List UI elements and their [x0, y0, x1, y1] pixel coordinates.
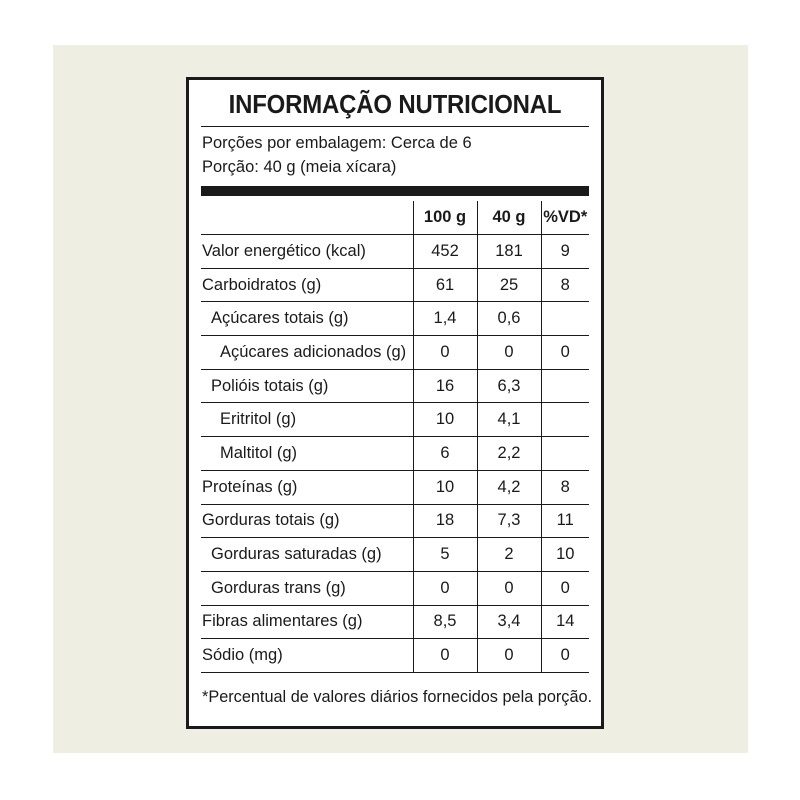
value-per-portion: 0 — [477, 639, 541, 673]
nutrient-name: Eritritol (g) — [201, 403, 413, 437]
value-per-portion: 4,2 — [477, 470, 541, 504]
header-per-portion: 40 g — [477, 201, 541, 235]
value-per-100g: 16 — [413, 369, 477, 403]
table-row — [201, 571, 589, 605]
nutrient-name: Polióis totais (g) — [201, 369, 413, 403]
table-row — [201, 235, 589, 269]
value-per-portion: 6,3 — [477, 369, 541, 403]
value-daily-percent: 14 — [541, 605, 589, 639]
value-per-100g: 5 — [413, 538, 477, 572]
value-per-portion: 0 — [477, 571, 541, 605]
nutrient-name: Fibras alimentares (g) — [201, 605, 413, 639]
nutrient-name: Valor energético (kcal) — [201, 235, 413, 269]
value-per-100g: 1,4 — [413, 302, 477, 336]
value-daily-percent — [541, 302, 589, 336]
table-row — [201, 437, 589, 471]
value-per-portion: 4,1 — [477, 403, 541, 437]
table-header-row — [201, 201, 589, 235]
value-per-portion: 25 — [477, 268, 541, 302]
value-per-100g: 0 — [413, 336, 477, 370]
footnote: *Percentual de valores diários fornecidos pela porção. — [202, 688, 593, 706]
value-daily-percent: 0 — [541, 639, 589, 673]
value-per-portion: 181 — [477, 235, 541, 269]
value-per-100g: 452 — [413, 235, 477, 269]
value-daily-percent — [541, 403, 589, 437]
value-per-portion: 2 — [477, 538, 541, 572]
table-row — [201, 369, 589, 403]
value-per-100g: 61 — [413, 268, 477, 302]
value-daily-percent: 8 — [541, 268, 589, 302]
nutrient-name: Açúcares totais (g) — [201, 302, 413, 336]
value-per-100g: 10 — [413, 403, 477, 437]
value-daily-percent: 0 — [541, 571, 589, 605]
nutrient-name: Açúcares adicionados (g) — [201, 336, 413, 370]
table-row — [201, 470, 589, 504]
header-daily-value: %VD* — [541, 201, 589, 235]
nutrient-name: Gorduras totais (g) — [201, 504, 413, 538]
value-per-portion: 7,3 — [477, 504, 541, 538]
value-per-100g: 8,5 — [413, 605, 477, 639]
value-daily-percent: 9 — [541, 235, 589, 269]
value-daily-percent — [541, 369, 589, 403]
value-per-portion: 0 — [477, 336, 541, 370]
value-per-portion: 3,4 — [477, 605, 541, 639]
nutrition-table — [201, 201, 589, 673]
nutrient-name: Proteínas (g) — [201, 470, 413, 504]
header-nutrient — [201, 201, 413, 235]
serving-size: Porção: 40 g (meia xícara) — [202, 158, 397, 176]
table-row — [201, 403, 589, 437]
value-per-100g: 6 — [413, 437, 477, 471]
value-per-100g: 0 — [413, 571, 477, 605]
table-row — [201, 639, 589, 673]
nutrition-facts-label — [186, 77, 604, 729]
table-row — [201, 268, 589, 302]
table-row — [201, 302, 589, 336]
thick-divider-bar — [201, 186, 589, 196]
table-row — [201, 605, 589, 639]
value-daily-percent: 8 — [541, 470, 589, 504]
nutrient-name: Gorduras saturadas (g) — [201, 538, 413, 572]
nutrient-name: Carboidratos (g) — [201, 268, 413, 302]
value-per-100g: 10 — [413, 470, 477, 504]
value-per-portion: 0,6 — [477, 302, 541, 336]
value-daily-percent: 11 — [541, 504, 589, 538]
table-row — [201, 336, 589, 370]
table-row — [201, 538, 589, 572]
value-daily-percent: 10 — [541, 538, 589, 572]
value-per-portion: 2,2 — [477, 437, 541, 471]
nutrient-name: Sódio (mg) — [201, 639, 413, 673]
title-divider — [201, 126, 589, 127]
value-daily-percent — [541, 437, 589, 471]
nutrient-name: Gorduras trans (g) — [201, 571, 413, 605]
value-per-100g: 0 — [413, 639, 477, 673]
value-daily-percent: 0 — [541, 336, 589, 370]
value-per-100g: 18 — [413, 504, 477, 538]
label-title: INFORMAÇÃO NUTRICIONAL — [228, 91, 562, 119]
servings-per-package: Porções por embalagem: Cerca de 6 — [202, 134, 472, 152]
nutrient-name: Maltitol (g) — [201, 437, 413, 471]
header-per-100g: 100 g — [413, 201, 477, 235]
table-row — [201, 504, 589, 538]
